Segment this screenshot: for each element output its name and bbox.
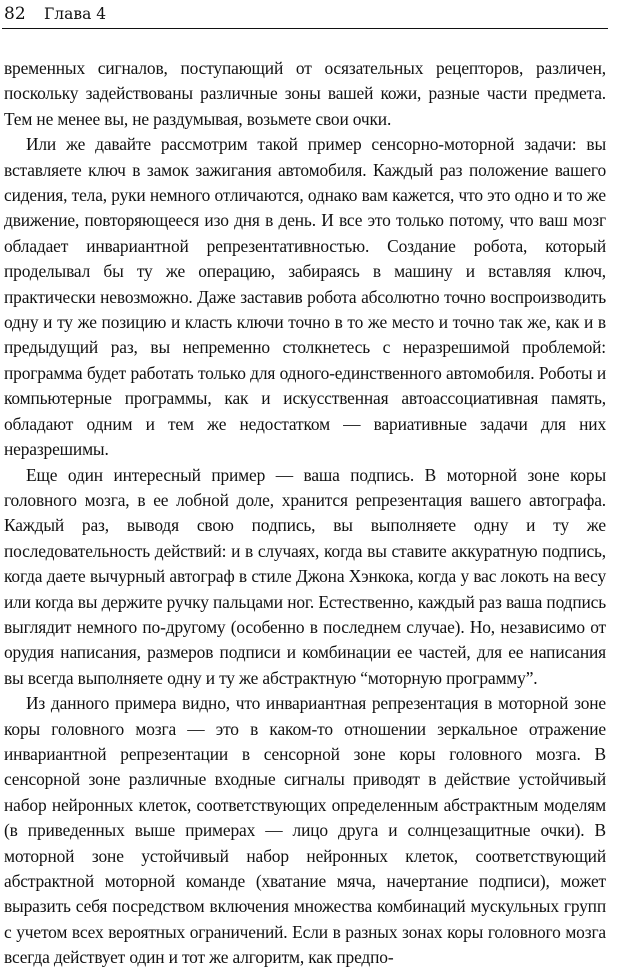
paragraph-3: Еще один интересный пример — ваша подпись. В моторной зоне коры головного мозга, в ее лобной доле, хранится репрезентация вашего автографа. Каждый раз, выводя свою подпись, вы выполняете одну и ту же последовательность действий: и в случаях, когда вы ставите аккуратную подпись, когда даете вычурный автограф в стиле Джона Хэнкока, когда у вас локоть на весу или когда вы держите ручку пальцами ног. Естественно, каждый раз ваша подпись выглядит немного по-другому (особенно в последнем случае). Но, независимо от орудия написания, размеров подписи и комбинации ее частей, для ее написания вы всегда выполняете одну и ту же абстрактную “моторную программу”. [4,464,606,688]
running-head [2,2,608,29]
paragraph-1: временных сигналов, поступающий от осязательных рецепторов, различен, поскольку задействованы различные зоны вашей кожи, разные части предмета. Тем не менее вы, не раздумывая, возьмете свои очки. [4,58,606,129]
chapter-title: Глава 4 [44,5,107,23]
page-number: 82 [4,4,26,24]
body-text [4,56,606,971]
paragraph-2: Или же давайте рассмотрим такой пример сенсорно-моторной задачи: вы вставляете ключ в замок зажигания автомобиля. Каждый раз положение вашего сидения, тела, руки немного отличаются, однако вам кажется, что это одно и то же движение, повторяющееся изо дня в день. И все это только потому, что ваш мозг обладает инвариантной репрезентативностью. Создание робота, который проделывал бы ту же операцию, забираясь в машину и вставляя ключ, практически невозможно. Даже заставив робота абсолютно точно воспроизводить одну и ту же позицию и класть ключи точно в то же место и точно так же, как и в предыдущий раз, вы непременно столкнетесь с неразрешимой проблемой: программа будет работать только для одного-единственного автомобиля. Роботы и компьютерные программы, как и искусственная автоассоциативная память, обладают одним и тем же недостатком — вариативные задачи для них неразрешимы. [4,134,606,460]
paragraph-4: Из данного примера видно, что инвариантная репрезентация в моторной зоне коры головного мозга — это в каком-то отношении зеркальное отражение инвариантной репрезентации в сенсорной зоне коры головного мозга. В сенсорной зоне различные входные сигналы приводят в действие устойчивый набор нейронных клеток, соответствующих определенным абстрактным моделям (в приведенных выше примерах — лицо друга и солнцезащитные очки). В моторной зоне устойчивый набор нейронных клеток, соответствующий абстрактной моторной команде (хватание мяча, начертание подписи), может выразить себя посредством включения множества комбинаций мускульных групп с учетом всех вероятных ограничений. Если в разных зонах коры головного мозга всегда действует один и тот же алгоритм, как предпо- [4,693,606,968]
